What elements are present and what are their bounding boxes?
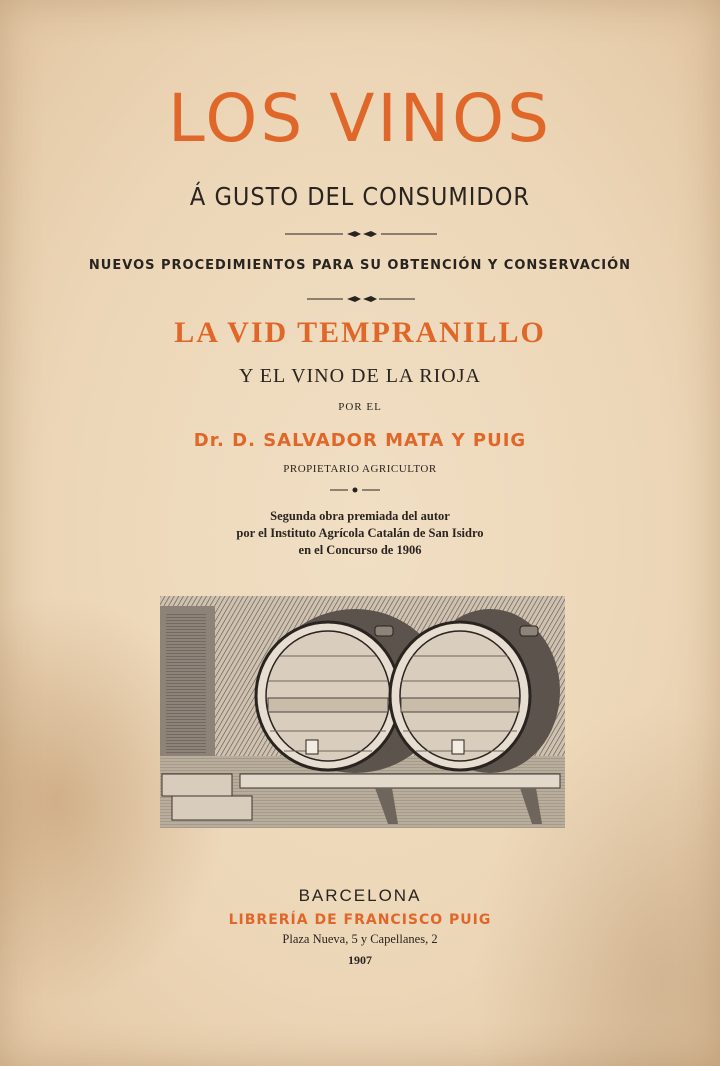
award-line-3: en el Concurso de 1906 [298, 543, 422, 557]
ornament-divider-1 [285, 230, 437, 238]
vid-heading: LA VID TEMPRANILLO [174, 316, 546, 349]
ornament-divider-3 [330, 486, 380, 494]
city: BARCELONA [298, 886, 422, 905]
publisher: LIBRERÍA DE FRANCISCO PUIG [228, 912, 492, 928]
author-name: Dr. D. SALVADOR MATA Y PUIG [193, 430, 527, 451]
award-line-1: Segunda obra premiada del autor [270, 509, 450, 523]
award-note [0, 508, 720, 559]
address: Plaza Nueva, 5 y Capellanes, 2 [282, 932, 438, 946]
wine-barrels-engraving [160, 596, 565, 828]
procedures-line: NUEVOS PROCEDIMIENTOS PARA SU OBTENCIÓN Y CONSERVACIÓN [88, 258, 632, 273]
subtitle: Á GUSTO DEL CONSUMIDOR [189, 182, 531, 211]
ornament-divider-2 [307, 295, 415, 303]
award-line-2: por el Instituto Agrícola Catalán de San Isidro [236, 526, 484, 540]
rioja-line: Y EL VINO DE LA RIOJA [239, 365, 481, 387]
author-role: PROPIETARIO AGRICULTOR [283, 463, 437, 475]
por-line: POR EL [338, 401, 382, 413]
year: 1907 [348, 953, 372, 967]
title: LOS VINOS [167, 80, 553, 157]
